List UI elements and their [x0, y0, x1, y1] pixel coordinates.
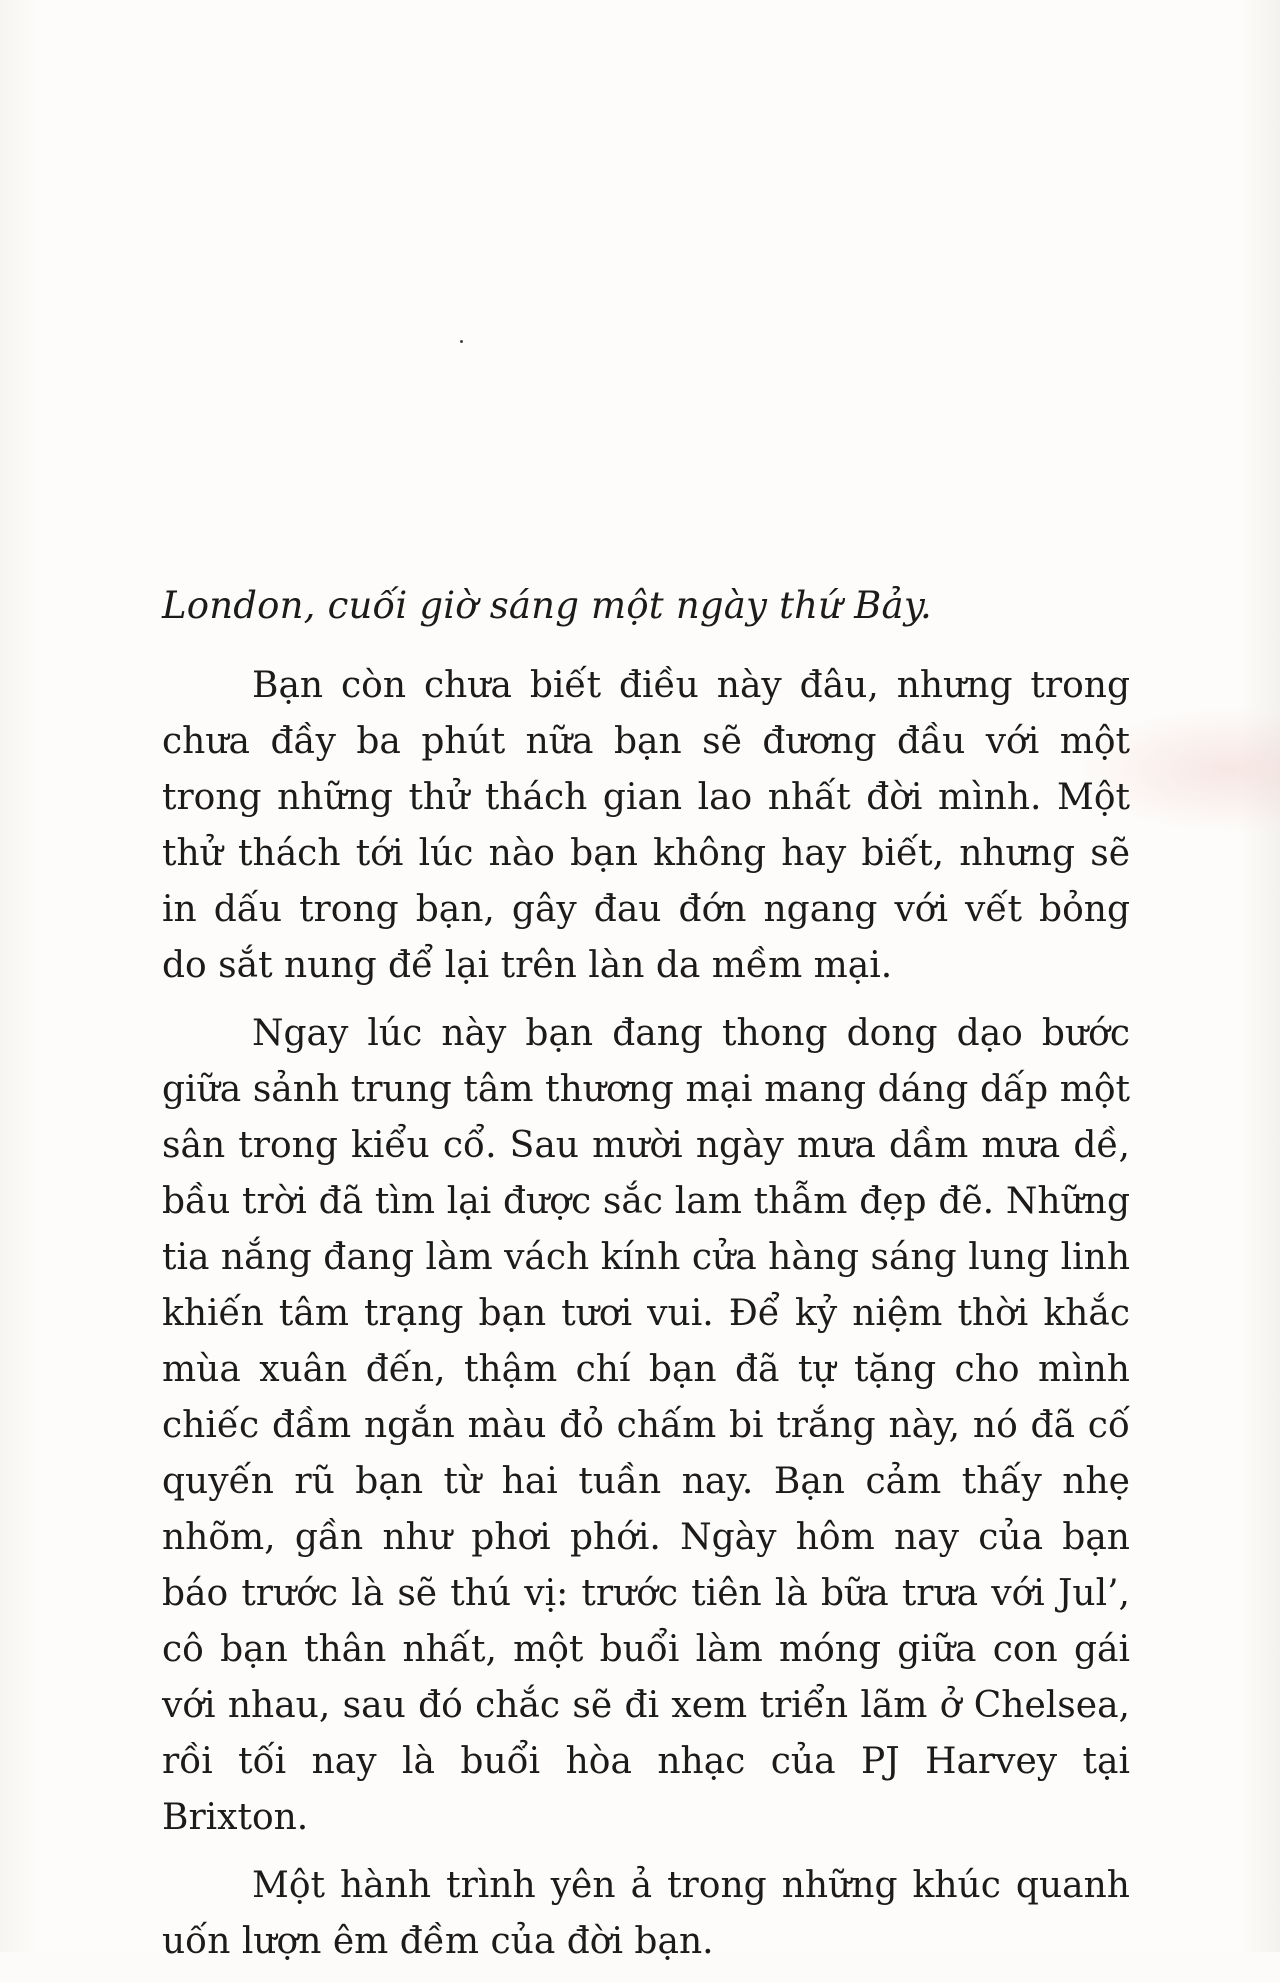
page-body [162, 578, 1130, 1982]
paragraph-3: Một hành trình yên ả trong những khúc quanh uốn lượn êm đềm của đời bạn. [162, 1865, 1130, 1962]
paragraph-2: Ngay lúc này bạn đang thong dong dạo bước giữa sảnh trung tâm thương mại mang dáng dấp một sân trong kiểu cổ. Sau mười ngày mưa dầm mưa dề, bầu trời đã tìm lại được sắc lam thẫm đẹp đẽ. Những tia nắng đang làm vách kính cửa hàng sáng lung linh khiến tâm trạng bạn tươi vui. Để kỷ niệm thời khắc mùa xuân đến, thậm chí bạn đã tự tặng cho mình chiếc đầm ngắn màu đỏ chấm bi trắng này, nó đã cố quyến rũ bạn từ hai tuần nay. Bạn cảm thấy nhẹ nhõm, gần như phơi phới. Ngày hôm nay của bạn báo trước là sẽ thú vị: trước tiên là bữa trưa với Jul’, cô bạn thân nhất, một buổi làm móng giữa con gái với nhau, sau đó chắc sẽ đi xem triển lãm ở Chelsea, rồi tối nay là buổi hòa nhạc của PJ Harvey tại Brixton. [162, 1013, 1130, 1838]
paragraph-1: Bạn còn chưa biết điều này đâu, nhưng trong chưa đầy ba phút nữa bạn sẽ đương đầu với một trong những thử thách gian lao nhất đời mình. Một thử thách tới lúc nào bạn không hay biết, nhưng sẽ in dấu trong bạn, gây đau đớn ngang với vết bỏng do sắt nung để lại trên làn da mềm mại. [162, 665, 1130, 986]
chapter-opening-line: London, cuối giờ sáng một ngày thứ Bảy. [162, 584, 932, 627]
paper-speck [460, 340, 463, 343]
